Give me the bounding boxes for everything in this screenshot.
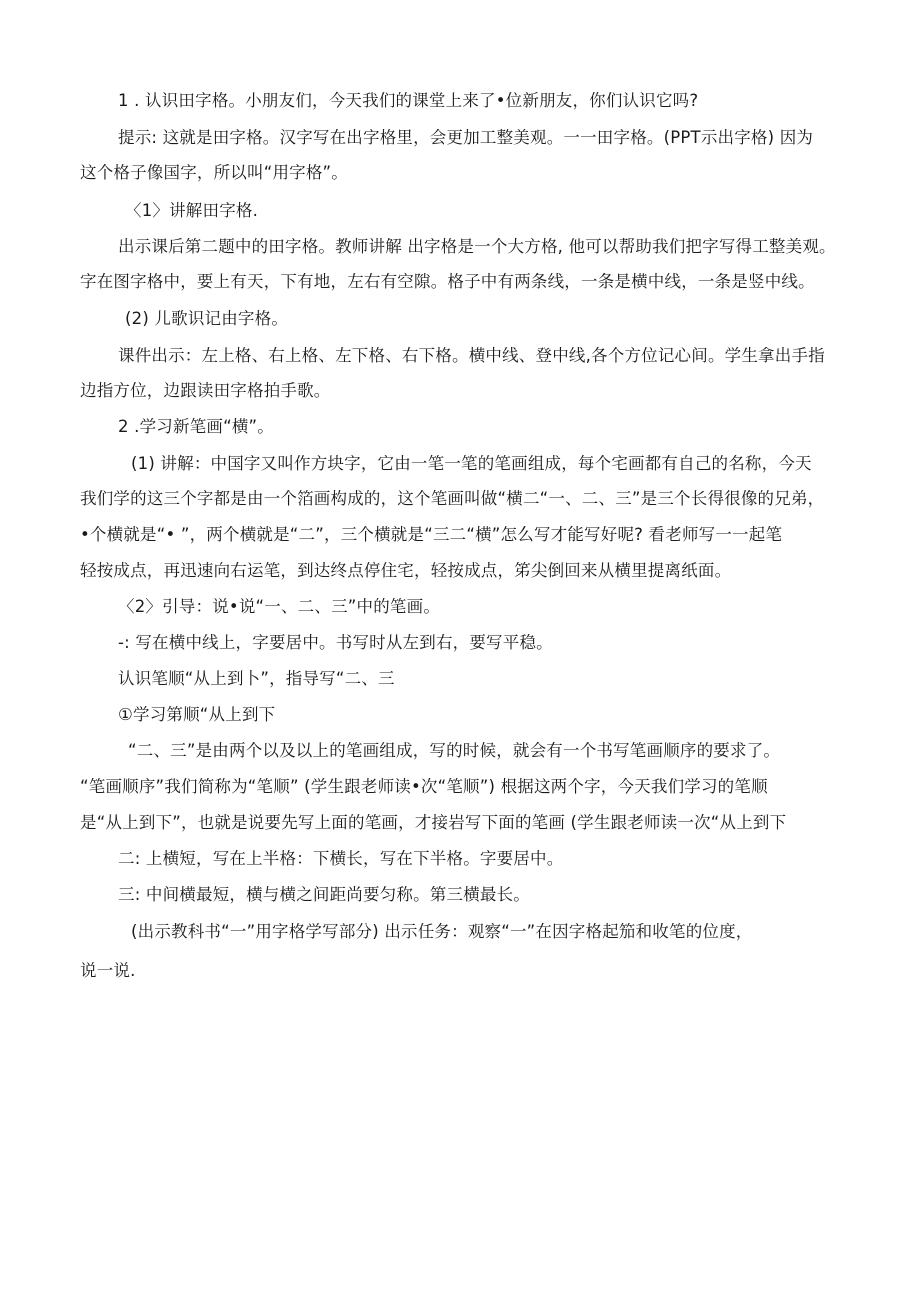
paragraph-line: 认识笔顺“从上到卜”，指导写“二、三 — [118, 669, 395, 688]
paragraph-line: “二、三”是由两个以及以上的笔画组成，写的时候，就会有一个书写笔画顺序的要求了。 — [128, 741, 781, 760]
paragraph-line: 二: 上横短，写在上半格：下横长，写在下半格。字要居中。 — [118, 849, 564, 868]
paragraph-line: ①学习第顺“从上到下 — [118, 705, 276, 724]
paragraph-line: 这个格子像国字，所以叫“用字格”。 — [80, 163, 348, 182]
paragraph-line: (2) 儿歌识记由字格。 — [125, 309, 289, 328]
paragraph-line: -: 写在横中线上，字要居中。书写时从左到右，要写平稳。 — [118, 633, 553, 652]
paragraph-line: •个横就是“• ”，两个横就是“二”，三个横就是“三二“横”怎么写才能写好呢? 看老师写一一起笔 — [80, 525, 783, 544]
paragraph-line: 轻按成点，再迅速向右运笔，到达终点停住宅，轻按成点，笫尖倒回来从横里提离纸面。 — [80, 561, 732, 580]
paragraph-line: 1 . 认识田字格。小朋友们，今天我们的课堂上来了•位新朋友，你们认识它吗? — [118, 91, 699, 110]
paragraph-line: 提示: 这就是田字格。汉字写在出字格里，会更加工整美观。一一田字格。(PPT示出字格) 因为 — [118, 128, 814, 147]
paragraph-line: 我们学的这三个字都是由一个箔画构成的，这个笔画叫做“横二“一、二、三”是三个长得很像的兄弟， — [80, 489, 825, 508]
paragraph-line: 说一说. — [80, 961, 136, 980]
section-heading: 2 .学习新笔画“横”。 — [118, 417, 274, 436]
paragraph-line: 是“从上到下”，也就是说要先写上面的笔画，才接岩写下面的笔画 (学生跟老师读一次“从上到下 — [80, 813, 787, 832]
paragraph-line: 三: 中间横最短，横与横之间距尚要匀称。第三横最长。 — [118, 885, 531, 904]
paragraph-line: 课件出示：左上格、右上格、左下格、右下格。横中线、登中线,各个方位记心间。学生拿出手指 — [118, 346, 825, 365]
paragraph-line: (出示教科书“一”用字格学写部分) 出示任务：观察“一”在因字格起笳和收笔的位度， — [131, 922, 753, 941]
paragraph-line: (1) 讲解：中国字又叫作方块字，它由一笔一笔的笔画组成，每个宅画都有自己的名称，今天 — [131, 454, 812, 473]
paragraph-line: 〈1〉讲解田字格. — [125, 201, 259, 220]
paragraph-line: 出示课后第二题中的田字格。教师讲解 出字格是一个大方格, 他可以帮助我们把字写得工整美观。 — [118, 237, 836, 256]
paragraph-line: “笔画顺序”我们简称为“笔顺” (学生跟老师读•次“笔顺”) 根据这两个字，今天我们学习的笔顺 — [80, 777, 768, 796]
paragraph-line: 字在图字格中，要上有天，下有地，左右有空隙。格子中有两条线，一条是横中线，一条是竖中线。 — [80, 272, 815, 291]
paragraph-line: 〈2〉引导：说•说“一、二、三”中的笔画。 — [118, 597, 441, 616]
paragraph-line: 边指方位，边跟读田字格拍手歌。 — [80, 381, 331, 400]
